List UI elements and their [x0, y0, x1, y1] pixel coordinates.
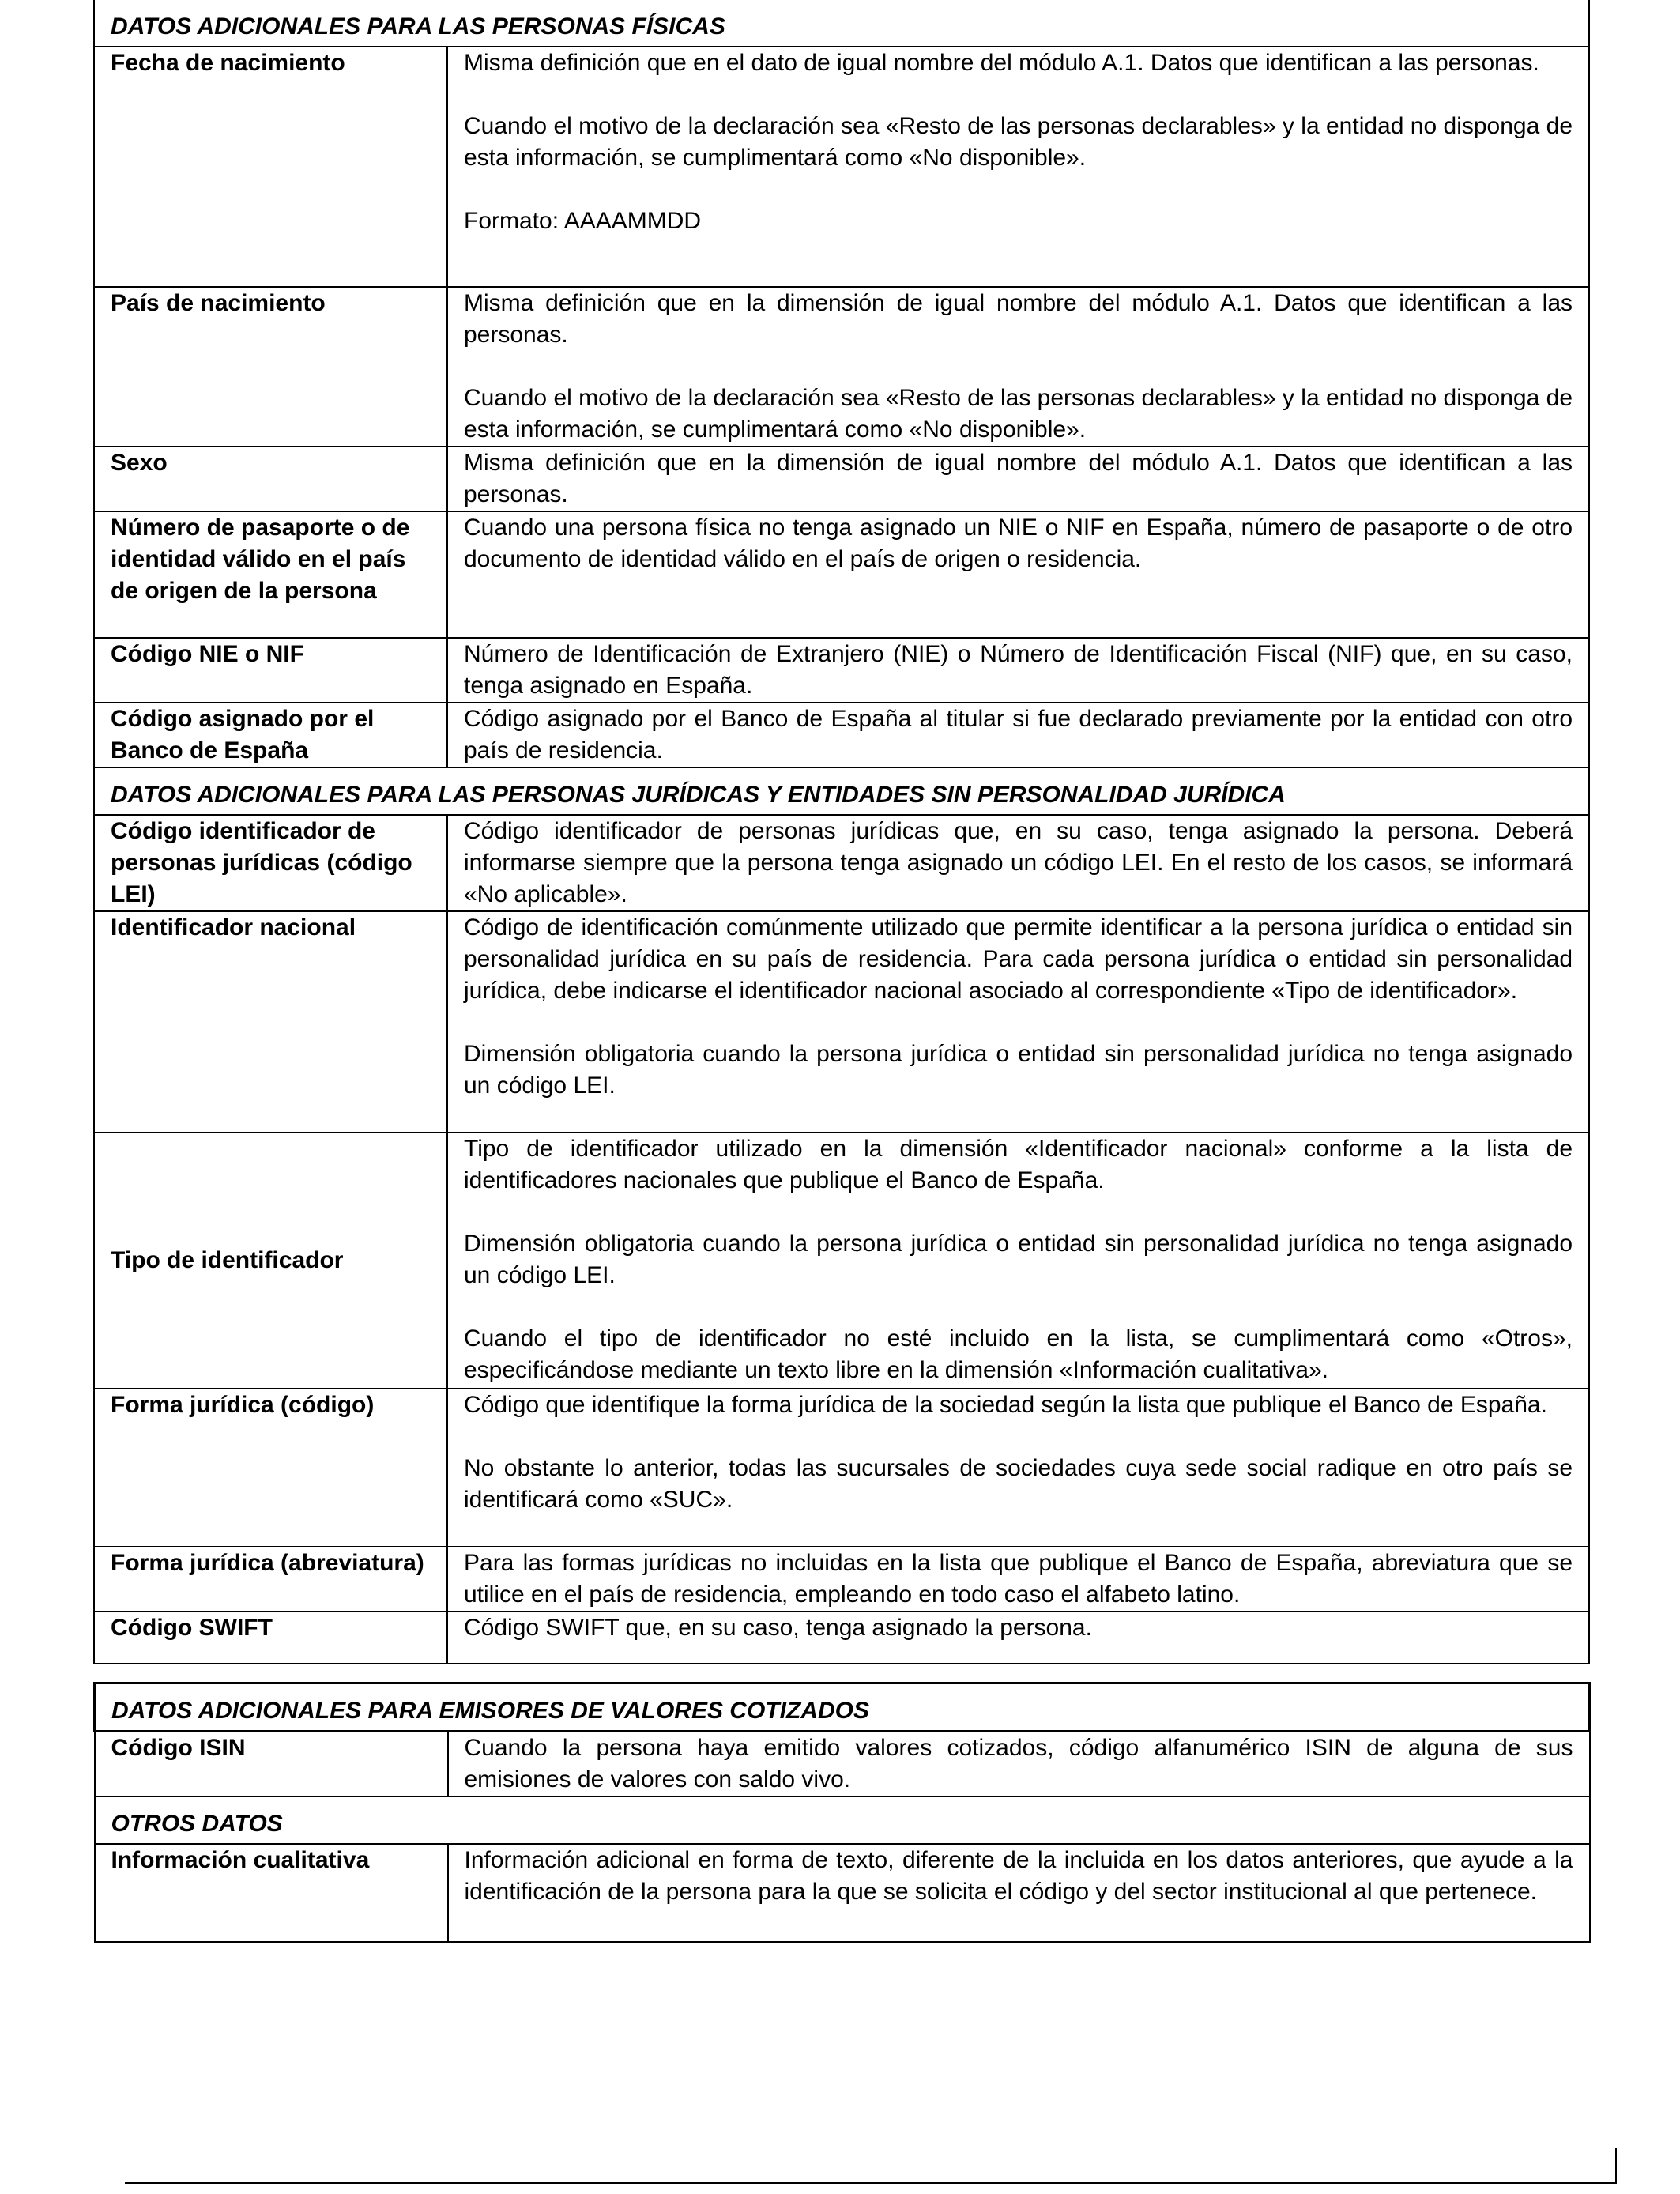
- table-row: [94, 47, 1589, 287]
- definition-paragraph: Cuando la persona haya emitido valores cotizados, código alfanumérico ISIN de alguna de sus emisiones de valores con saldo vivo.: [464, 1735, 1573, 1793]
- definition-paragraph: Formato: AAAAMMDD: [464, 208, 702, 234]
- footer-tick-line: [1615, 2148, 1617, 2184]
- row-definition: [447, 911, 1589, 1133]
- table-row: [94, 287, 1589, 447]
- definition-paragraph: Misma definición que en la dimensión de igual nombre del módulo A.1. Datos que identifican a las personas.: [464, 450, 1573, 507]
- section-title: DATOS ADICIONALES PARA LAS PERSONAS JURÍDICAS Y ENTIDADES SIN PERSONALIDAD JURÍDICA: [94, 767, 1589, 815]
- row-definition: [447, 511, 1589, 638]
- table-row: [94, 638, 1589, 703]
- definition-paragraph: Código asignado por el Banco de España al titular si fue declarado previamente por la entidad con otro país de residencia.: [464, 706, 1573, 763]
- footer-rule: [125, 2182, 1617, 2184]
- row-definition: [447, 815, 1589, 911]
- definition-paragraph: Código SWIFT que, en su caso, tenga asignado la persona.: [464, 1615, 1092, 1641]
- table-row: [94, 1133, 1589, 1389]
- table-row: [95, 1844, 1590, 1942]
- definition-paragraph: Misma definición que en la dimensión de igual nombre del módulo A.1. Datos que identifican a las personas.: [464, 290, 1573, 348]
- definition-paragraph: Cuando el motivo de la declaración sea «Resto de las personas declarables» y la entidad no disponga de esta información, se cumplimentará como «No disponible».: [464, 385, 1573, 443]
- row-term: Código SWIFT: [94, 1612, 447, 1664]
- row-definition: [447, 1612, 1589, 1664]
- table-row: [95, 1732, 1590, 1797]
- row-definition: [447, 447, 1589, 511]
- definitions-table-1: [93, 0, 1590, 1664]
- row-term: Número de pasaporte o de identidad válido en el país de origen de la persona: [94, 511, 447, 638]
- row-definition: [447, 47, 1589, 287]
- definition-paragraph: Número de Identificación de Extranjero (NIE) o Número de Identificación Fiscal (NIF) que, en su caso, tenga asignado en España.: [464, 641, 1573, 699]
- table-row: [94, 511, 1589, 638]
- definition-paragraph: Código identificador de personas jurídicas que, en su caso, tenga asignado la persona. Deberá informarse siempre que la persona tenga asignado un código LEI. En el resto de los casos, se informará «No aplicable».: [464, 818, 1573, 907]
- table-row: [94, 447, 1589, 511]
- table-row: [94, 911, 1589, 1133]
- table-row: [94, 1612, 1589, 1664]
- row-definition: [447, 1547, 1589, 1612]
- table-row: [94, 1547, 1589, 1612]
- definition-paragraph: Misma definición que en el dato de igual nombre del módulo A.1. Datos que identifican a las personas.: [464, 50, 1539, 76]
- row-term: Forma jurídica (abreviatura): [94, 1547, 447, 1612]
- definition-paragraph: Cuando una persona física no tenga asignado un NIE o NIF en España, número de pasaporte o de otro documento de identidad válido en el país de origen o residencia.: [464, 515, 1573, 572]
- row-term: Código asignado por el Banco de España: [94, 703, 447, 767]
- row-term: País de nacimiento: [94, 287, 447, 447]
- row-definition: [447, 1389, 1589, 1547]
- row-term: Identificador nacional: [94, 911, 447, 1133]
- row-definition: [448, 1844, 1590, 1942]
- table-row: [94, 703, 1589, 767]
- definition-paragraph: Tipo de identificador utilizado en la dimensión «Identificador nacional» conforme a la lista de identificadores nacionales que publique el Banco de España.: [464, 1136, 1573, 1193]
- row-term: Código NIE o NIF: [94, 638, 447, 703]
- row-definition: [447, 638, 1589, 703]
- definition-paragraph: Código de identificación comúnmente utilizado que permite identificar a la persona jurídica o entidad sin personalidad jurídica en su país de residencia. Para cada persona jurídica o entidad sin personalidad jurídica, debe indicarse el identificador nacional asociado al correspondiente «Tipo de identificador».: [464, 914, 1573, 1004]
- definition-paragraph: No obstante lo anterior, todas las sucursales de sociedades cuya sede social radique en otro país se identificará como «SUC».: [464, 1455, 1573, 1513]
- definition-paragraph: Dimensión obligatoria cuando la persona jurídica o entidad sin personalidad jurídica no tenga asignado un código LEI.: [464, 1231, 1573, 1288]
- section-title: DATOS ADICIONALES PARA LAS PERSONAS FÍSICAS: [94, 0, 1589, 47]
- row-term: Información cualitativa: [95, 1844, 448, 1942]
- row-definition: [447, 703, 1589, 767]
- section-title: OTROS DATOS: [95, 1796, 1590, 1844]
- definition-paragraph: Cuando el motivo de la declaración sea «Resto de las personas declarables» y la entidad no disponga de esta información, se cumplimentará como «No disponible».: [464, 113, 1573, 171]
- table-row: [94, 815, 1589, 911]
- row-term: Tipo de identificador: [94, 1133, 447, 1389]
- row-term: Forma jurídica (código): [94, 1389, 447, 1547]
- definition-paragraph: Cuando el tipo de identificador no esté incluido en la lista, se cumplimentará como «Otros», especificándose mediante un texto libre en la dimensión «Información cualitativa».: [464, 1325, 1573, 1383]
- definition-paragraph: Información adicional en forma de texto, diferente de la incluida en los datos anteriores, que ayude a la identificación de la persona para la que se solicita el código y del sector institucional al que pertenece.: [464, 1847, 1573, 1905]
- row-definition: [448, 1732, 1590, 1797]
- definitions-table-2: [93, 1682, 1591, 1943]
- row-term: Sexo: [94, 447, 447, 511]
- row-definition: [447, 1133, 1589, 1389]
- document-body: [93, 0, 1588, 1943]
- definition-paragraph: Dimensión obligatoria cuando la persona jurídica o entidad sin personalidad jurídica no tenga asignado un código LEI.: [464, 1041, 1573, 1099]
- definition-paragraph: Código que identifique la forma jurídica de la sociedad según la lista que publique el Banco de España.: [464, 1392, 1547, 1418]
- row-term: Código identificador de personas jurídicas (código LEI): [94, 815, 447, 911]
- table-row: [94, 1389, 1589, 1547]
- row-definition: [447, 287, 1589, 447]
- section-title: DATOS ADICIONALES PARA EMISORES DE VALORES COTIZADOS: [95, 1683, 1590, 1732]
- row-term: Código ISIN: [95, 1732, 448, 1797]
- row-term: Fecha de nacimiento: [94, 47, 447, 287]
- definition-paragraph: Para las formas jurídicas no incluidas en la lista que publique el Banco de España, abreviatura que se utilice en el país de residencia, empleando en todo caso el alfabeto latino.: [464, 1550, 1573, 1608]
